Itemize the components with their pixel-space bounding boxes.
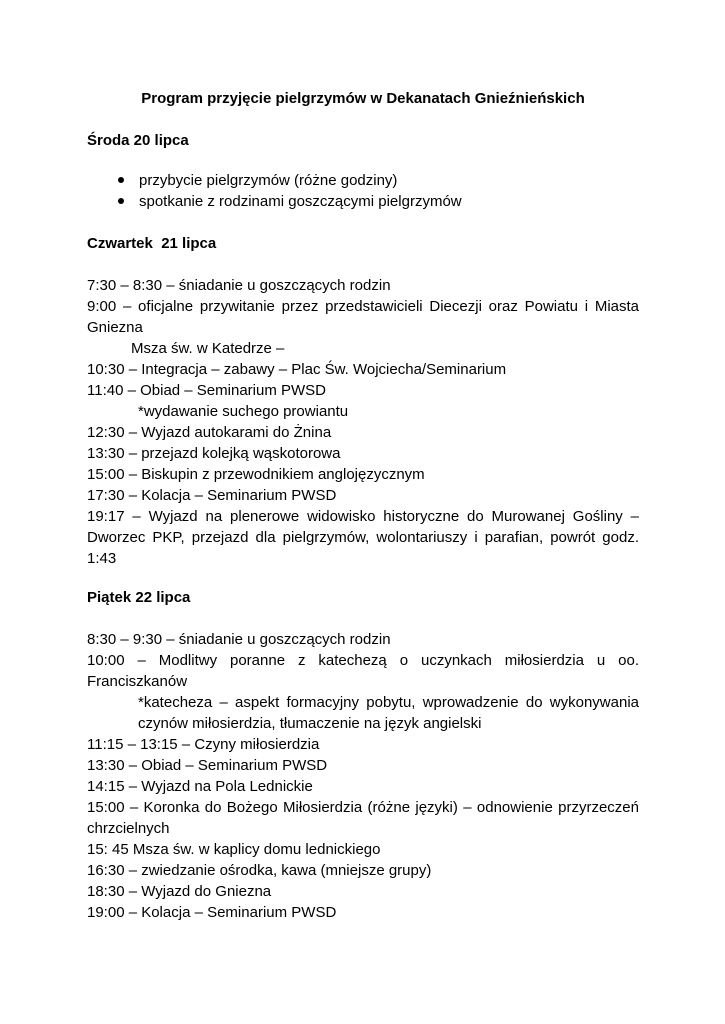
day-heading-friday: Piątek 22 lipca — [87, 589, 191, 606]
bullet-item: przybycie pielgrzymów (różne godziny) — [87, 170, 462, 191]
schedule-line: *katecheza – aspekt formacyjny pobytu, wprowadzenie do wykonywania czynów miłosierdzia, tłumaczenie na język angielski — [138, 694, 639, 732]
schedule-line: 15:00 – Koronka do Bożego Miłosierdzia (różne języki) – odnowienie przyrzeczeń chrzcielnych — [87, 799, 639, 837]
schedule-line: 18:30 – Wyjazd do Gniezna — [87, 883, 272, 900]
schedule-line: *wydawanie suchego prowiantu — [138, 403, 349, 420]
schedule-line: 19:17 – Wyjazd na plenerowe widowisko historyczne do Murowanej Gośliny – Dworzec PKP, przejazd dla pielgrzymów, wolontariuszy i parafian, powrót godz. 1:43 — [87, 508, 639, 567]
schedule-line: 15:00 – Biskupin z przewodnikiem anglojęzycznym — [87, 466, 425, 483]
schedule-line: 10:00 – Modlitwy poranne z katechezą o uczynkach miłosierdzia u oo. Franciszkanów — [87, 652, 639, 690]
schedule-line: 17:30 – Kolacja – Seminarium PWSD — [87, 487, 337, 504]
document-page — [87, 0, 639, 1024]
day-heading-wednesday: Środa 20 lipca — [87, 132, 189, 149]
schedule-line: 12:30 – Wyjazd autokarami do Żnina — [87, 424, 332, 441]
schedule-line: 11:40 – Obiad – Seminarium PWSD — [87, 382, 326, 399]
schedule-line: 9:00 – oficjalne przywitanie przez przedstawicieli Diecezji oraz Powiatu i Miasta Gniezna — [87, 298, 639, 336]
schedule-line: Msza św. w Katedrze – — [131, 340, 285, 357]
schedule-line: 8:30 – 9:30 – śniadanie u goszczących rodzin — [87, 631, 391, 648]
schedule-line: 14:15 – Wyjazd na Pola Lednickie — [87, 778, 313, 795]
bullet-item: spotkanie z rodzinami goszczącymi pielgrzymów — [87, 191, 462, 212]
schedule-line: 11:15 – 13:15 – Czyny miłosierdzia — [87, 736, 320, 753]
schedule-line: 16:30 – zwiedzanie ośrodka, kawa (mniejsze grupy) — [87, 862, 432, 879]
friday-schedule — [87, 629, 639, 923]
wednesday-bullet-list — [87, 170, 462, 212]
schedule-line: 13:30 – przejazd kolejką wąskotorowa — [87, 445, 341, 462]
schedule-line: 7:30 – 8:30 – śniadanie u goszczących rodzin — [87, 277, 391, 294]
thursday-schedule — [87, 275, 639, 569]
schedule-line: 19:00 – Kolacja – Seminarium PWSD — [87, 904, 337, 921]
schedule-line: 10:30 – Integracja – zabawy – Plac Św. Wojciecha/Seminarium — [87, 361, 507, 378]
schedule-line: 15: 45 Msza św. w kaplicy domu lednickiego — [87, 841, 381, 858]
schedule-line: 13:30 – Obiad – Seminarium PWSD — [87, 757, 328, 774]
document-title: Program przyjęcie pielgrzymów w Dekanatach Gnieźnieńskich — [141, 90, 585, 107]
day-heading-thursday: Czwartek 21 lipca — [87, 235, 217, 252]
